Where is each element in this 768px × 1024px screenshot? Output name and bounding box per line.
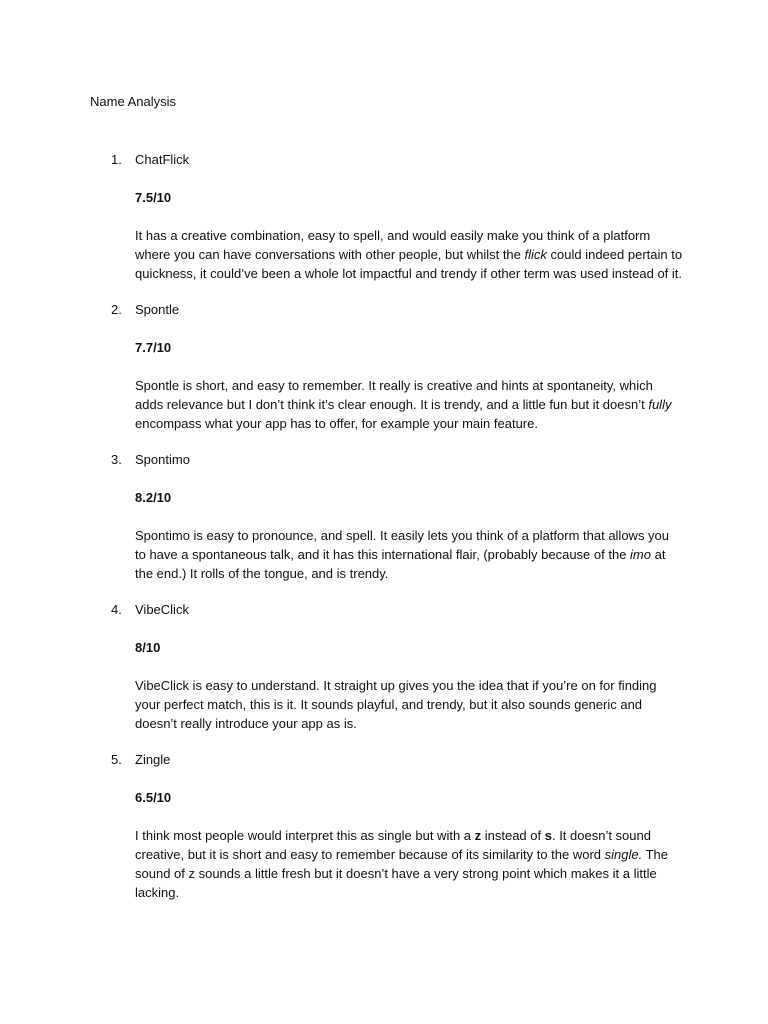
description-run: at the end.) It rolls of the tongue, and is trendy. — [135, 547, 666, 581]
description-run: It has a creative combination, easy to spell, and would easily make you think of a platform where you can have conversations with other people, but whilst the — [135, 228, 651, 262]
description-run: VibeClick is easy to understand. It straight up gives you the idea that if you’re on for finding your perfect match, this is it. It sounds playful, and trendy, but it also sounds generic and doesn’t really introduce your app as is. — [135, 678, 657, 731]
item-name: Spontle — [135, 302, 180, 317]
item-score: 7.7/10 — [135, 340, 172, 355]
description-run: s — [544, 828, 552, 843]
item-number: 4. — [111, 602, 122, 617]
item-number: 1. — [111, 152, 122, 167]
item-description — [135, 826, 683, 902]
description-run: fully — [648, 397, 672, 412]
description-run: could indeed pertain to quickness, it could’ve been a whole lot impactful and trendy if other term was used instead of it. — [135, 247, 683, 281]
item-name: Zingle — [135, 752, 171, 767]
description-run: instead of — [481, 828, 545, 843]
item-score: 6.5/10 — [135, 790, 172, 805]
item-description — [135, 226, 683, 283]
description-run: flick — [524, 247, 547, 262]
description-run: I think most people would interpret this as single but with a — [135, 828, 475, 843]
document-title: Name Analysis — [90, 94, 176, 109]
item-name: VibeClick — [135, 602, 189, 617]
item-score: 8/10 — [135, 640, 161, 655]
description-run: Spontimo is easy to pronounce, and spell. It easily lets you think of a platform that allows you to have a spontaneous talk, and it has this international flair, (probably because of the — [135, 528, 670, 562]
description-run: imo — [630, 547, 651, 562]
description-run: The sound of z sounds a little fresh but it doesn’t have a very strong point which makes it a little lacking. — [135, 847, 669, 900]
description-run: single. — [604, 847, 643, 862]
description-run: encompass what your app has to offer, for example your main feature. — [135, 416, 538, 431]
description-run: z — [474, 828, 482, 843]
item-description — [135, 526, 683, 583]
item-score: 8.2/10 — [135, 490, 172, 505]
item-score: 7.5/10 — [135, 190, 172, 205]
description-run: . It doesn’t sound creative, but it is short and easy to remember because of its similarity to the word — [135, 828, 651, 862]
item-description — [135, 376, 683, 433]
item-number: 3. — [111, 452, 122, 467]
item-name: ChatFlick — [135, 152, 190, 167]
item-name: Spontimo — [135, 452, 190, 467]
item-description — [135, 676, 683, 733]
description-run: Spontle is short, and easy to remember. It really is creative and hints at spontaneity, which adds relevance but I don’t think it’s clear enough. It is trendy, and a little fun but it doesn’t — [135, 378, 653, 412]
item-number: 5. — [111, 752, 122, 767]
item-number: 2. — [111, 302, 122, 317]
